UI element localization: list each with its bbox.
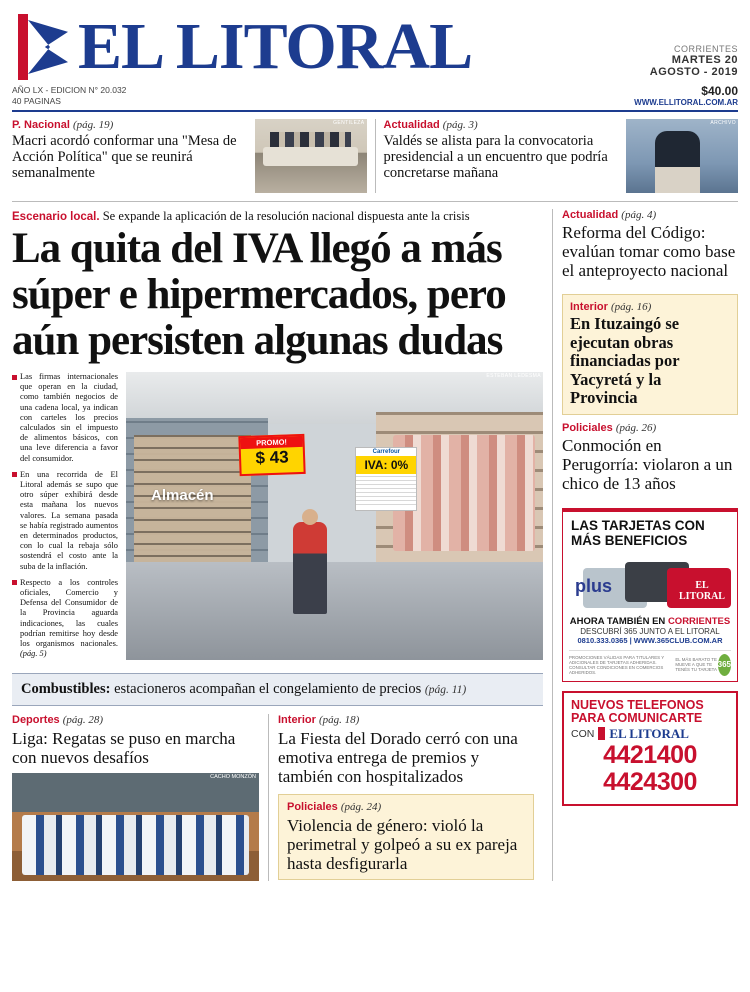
- ad-headline: LAS TARJETAS CON MÁS BENEFICIOS: [571, 517, 705, 548]
- interior-page-ref: (pág. 18): [318, 714, 360, 727]
- lead-headline[interactable]: La quita del IVA llegó a más súper e hipermercados, pero aún persisten algunas dudas: [12, 225, 506, 364]
- teaser-section-label: Actualidad (pág. 3): [383, 119, 478, 131]
- promo-tag-label: PROMO!: [240, 436, 302, 449]
- combustibles-page-ref: (pág. 11): [424, 684, 467, 697]
- ad-phones-line3: CON: [571, 727, 595, 740]
- policiales-headline: Violencia de género: violó la perimetral y golpeó a su ex pareja hasta desfigurarla: [287, 816, 518, 874]
- photo-iva-sign: [355, 447, 417, 511]
- rail-story-policiales[interactable]: [562, 422, 738, 500]
- ad-phones-line1: NUEVOS TELEFONOS: [571, 697, 704, 712]
- deportes-section-label: Deportes (pág. 28): [12, 714, 104, 727]
- deportes-headline: Liga: Regatas se puso en marcha con nuevos desafíos: [12, 729, 236, 768]
- lead-kicker-rest: Se expande la aplicación de la resolución nacional dispuesta ante la crisis: [99, 209, 470, 223]
- rail-policiales-page-ref: (pág. 26): [615, 421, 657, 434]
- lead-kicker-bold: Escenario local.: [12, 211, 100, 223]
- combustibles-strip[interactable]: [12, 673, 543, 706]
- promo-tag-price: $ 43: [254, 447, 289, 468]
- rail-interior-section-label: Interior (pág. 16): [570, 301, 652, 313]
- teaser-page-ref: (pág. 19): [72, 119, 114, 131]
- ad-phone-number-1[interactable]: 4421400: [603, 740, 697, 769]
- ad-brand-plus: plus: [575, 575, 613, 596]
- masthead-title: EL LITORAL: [78, 10, 473, 83]
- lead-summary-column: [12, 372, 118, 665]
- combustibles-label: Combustibles:: [21, 681, 111, 698]
- ad-brand-litoral: EL LITORAL: [679, 579, 725, 602]
- ad-line-descubri: DESCUBRÍ 365 JUNTO A EL LITORAL: [580, 626, 720, 636]
- rail-actualidad-page-ref: (pág. 4): [621, 209, 657, 221]
- masthead: [12, 0, 738, 83]
- rail-actualidad-section-label: Actualidad (pág. 4): [562, 209, 657, 221]
- teaser-page-ref: (pág. 3): [442, 119, 478, 131]
- photo-promo-tag: [238, 434, 305, 476]
- ad-top-rule: [563, 509, 737, 512]
- rail-interior-page-ref: (pág. 16): [610, 301, 652, 313]
- bottom-stories: [12, 714, 543, 881]
- photo-credit: ESTEBAN LEDESMA: [486, 373, 541, 379]
- main-content: [12, 209, 738, 881]
- photo-credit: ARCHIVO: [710, 120, 736, 126]
- iva-sign-brand: Carrefour: [372, 448, 401, 455]
- teaser-section-label: P. Nacional (pág. 19): [12, 119, 114, 131]
- masthead-subline: [12, 84, 738, 112]
- lead-bullet-3: Respecto a los controles oficiales, Comercio y Defensa del Consumidor de la Provincia aguarda indicaciones, las cuales podrían remitirse hoy desde los organismos nacionales. (pág. 5): [12, 578, 118, 660]
- ad-phones-line2: PARA COMUNICARTE: [571, 711, 703, 725]
- lead-bullet-1: Las firmas internacionales que operan en la ciudad, como también negocios de una cadena local, ya indican con carteles los precios calculados sin el impuesto de alimentos básicos, con una leve diferencia a favor del consumidor.: [12, 372, 118, 464]
- lead-body-row: [12, 372, 543, 665]
- teaser-p-nacional[interactable]: [12, 119, 367, 193]
- photo-credit: GENTILEZA: [333, 120, 365, 126]
- ad-contact-line[interactable]: 0810.333.0365 | WWW.365CLUB.COM.AR: [577, 635, 723, 645]
- ad-tarjetas-365[interactable]: [562, 508, 738, 682]
- teaser-headline: Macri acordó conformar una "Mesa de Acción Política" que se reunirá semanalmente: [12, 133, 237, 181]
- teaser-photo-meeting: [255, 119, 367, 193]
- story-deportes[interactable]: [12, 714, 268, 881]
- cover-price: $40.00: [701, 84, 738, 98]
- rail-policiales-section-label: Policiales (pág. 26): [562, 421, 657, 434]
- ad-365-badge-icon: 365: [718, 654, 731, 676]
- lead-kicker: [12, 209, 543, 224]
- masthead-date: AGOSTO - 2019: [649, 66, 738, 78]
- litoral-mark-icon: [598, 727, 605, 740]
- deportes-photo-basketball: [12, 773, 259, 881]
- ad-phone-number-2[interactable]: 4424300: [603, 767, 697, 796]
- iva-sign-text: IVA: 0%: [356, 456, 416, 474]
- ad-footer: [569, 650, 731, 676]
- policiales-page-ref: (pág. 24): [340, 801, 382, 814]
- lead-page-ref: (pág. 5): [20, 649, 47, 659]
- page-count: 40 PAGINAS: [12, 96, 61, 106]
- rail-policiales-headline: Conmoción en Perugorría: violaron a un chico de 13 años: [562, 435, 733, 493]
- masthead-day: MARTES 20: [671, 54, 738, 66]
- ad-credit-cards-graphic: [569, 554, 731, 612]
- ad-line-corrientes: AHORA TAMBIÉN EN CORRIENTES: [569, 615, 731, 627]
- story-policiales-bottom[interactable]: [278, 794, 534, 880]
- ad-city-highlight: CORRIENTES: [667, 615, 731, 627]
- lead-photo-supermarket: [126, 372, 543, 660]
- photo-sign-almacen: Almacén: [151, 487, 214, 505]
- top-teasers: [12, 119, 738, 202]
- policiales-section-label: Policiales (pág. 24): [287, 801, 382, 814]
- story-interior-bottom[interactable]: [268, 714, 534, 881]
- rail-actualidad-headline: Reforma del Código: evalúan tomar como base el anteproyecto nacional: [562, 223, 736, 280]
- interior-headline: La Fiesta del Dorado cerró con una emotiva entrega de premios y también con hospitalizados: [278, 729, 518, 787]
- rail-interior-headline: En Ituzaingó se ejecutan obras financiadas por Yacyretá y la Provincia: [570, 314, 680, 407]
- combustibles-text: estacioneros acompañan el congelamiento de precios: [110, 681, 422, 698]
- teaser-photo-podium: [626, 119, 738, 193]
- photo-credit: CACHO MONZÓN: [210, 774, 256, 781]
- interior-section-label: Interior (pág. 18): [278, 714, 360, 727]
- lead-bullet-2: En una recorrida de El Litoral además se supo que otro súper exhibirá desde esta mañana los nuevos valores. La semana pasada se había registrado aumentos en determinados productos, con lo cual la rebaja sólo sostendrá el costo ante la suba de la inflación.: [12, 470, 118, 572]
- rail-story-actualidad[interactable]: [562, 209, 738, 287]
- el-litoral-logo-icon: [12, 14, 68, 80]
- right-rail: [552, 209, 738, 881]
- masthead-city: CORRIENTES: [673, 44, 738, 54]
- teaser-actualidad[interactable]: [375, 119, 739, 193]
- ad-legal-left: PROMOCIONES VÁLIDAS PARA TITULARES Y ADICIONALES DE TARJETAS ADHERIDAS. CONSULTAR CONDICIONES EN COMERCIOS ADHERIDOS.: [569, 654, 665, 675]
- ad-nuevos-telefonos[interactable]: [562, 691, 738, 806]
- lead-story-column: [12, 209, 552, 881]
- ad-phones-line3-row: [571, 726, 729, 742]
- website-url[interactable]: WWW.ELLITORAL.COM.AR: [634, 98, 738, 107]
- masthead-dateline: [608, 14, 738, 78]
- edition-number: AÑO LX - EDICION N° 20.032: [12, 85, 127, 95]
- deportes-page-ref: (pág. 28): [62, 714, 104, 727]
- ad-phones-brand: EL LITORAL: [609, 725, 689, 741]
- ad-legal-right: EL MÁS BARATO TE MUEVE A QUE TE TENÉS TU TARJETA: [675, 657, 717, 672]
- rail-story-interior[interactable]: [562, 294, 738, 415]
- teaser-headline: Valdés se alista para la convocatoria presidencial a un encuentro que podría concretarse mañana: [383, 133, 608, 181]
